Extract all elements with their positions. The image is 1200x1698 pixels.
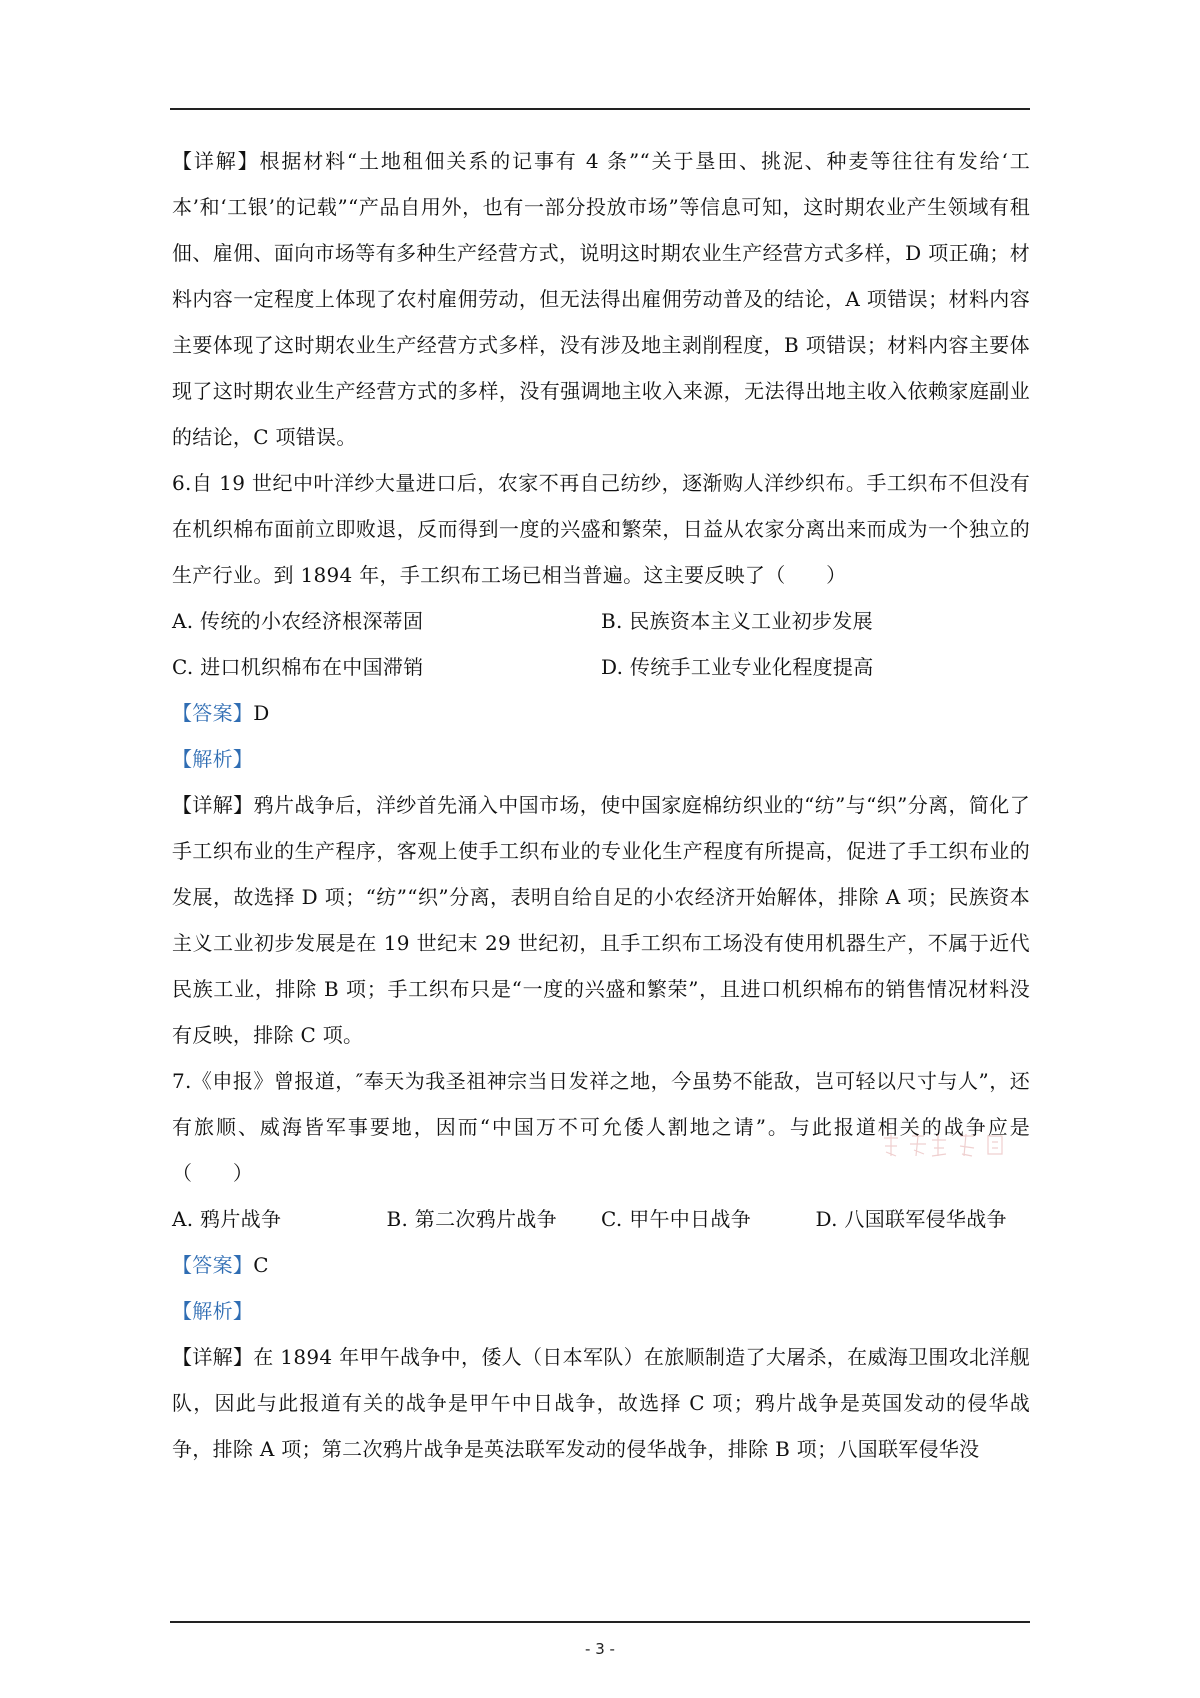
q7-explain-tag: 【详解】 <box>172 1345 254 1369</box>
q6-answer-value: D <box>253 701 270 725</box>
q7-explanation <box>172 1334 1030 1472</box>
q6-option-b: B. 民族资本主义工业初步发展 <box>601 609 873 633</box>
q6-explain-text: 鸦片战争后，洋纱首先涌入中国市场，使中国家庭棉纺织业的“纺”与“织”分离，简化了手工织布业的生产程序，客观上使手工织布业的专业化生产程度有所提高，促进了手工织布业的发展，故选择 D 项；“纺”“织”分离，表明自给自足的小农经济开始解体，排除 A 项；民族资本主义工业初步发展是在 19 世纪末 29 世纪初，且手工织布工场没有使用机器生产，不属于近代民族工业，排除 B 项；手工织布只是“一度的兴盛和繁荣”，且进口机织棉布的销售情况材料没有反映，排除 C 项。 <box>172 793 1030 1047</box>
q6-option-d: D. 传统手工业专业化程度提高 <box>601 655 874 679</box>
page-content <box>172 138 1030 1472</box>
q7-options <box>172 1196 1030 1242</box>
watermark-stamp <box>880 1130 1020 1160</box>
footer-rule <box>170 1621 1030 1623</box>
q6-explain-tag: 【详解】 <box>172 793 254 817</box>
q7-answer-value: C <box>253 1253 269 1277</box>
page-number: - 3 - <box>585 1640 615 1658</box>
q6-analysis-tag: 【解析】 <box>172 747 254 771</box>
q6-options <box>172 598 1030 690</box>
q7-option-d: D. 八国联军侵华战争 <box>815 1207 1007 1231</box>
q7-analysis-tag: 【解析】 <box>172 1299 254 1323</box>
q6-option-a: A. 传统的小农经济根深蒂固 <box>172 609 424 633</box>
q5-explain-tag: 【详解】 <box>172 149 260 173</box>
q7-option-b: B. 第二次鸦片战争 <box>386 1207 557 1231</box>
q7-answer <box>172 1242 1030 1288</box>
q6-analysis <box>172 736 1030 782</box>
q5-explanation <box>172 138 1030 460</box>
header-rule <box>170 108 1030 110</box>
q7-answer-tag: 【答案】 <box>172 1253 254 1277</box>
q6-explanation <box>172 782 1030 1058</box>
q7-option-a: A. 鸦片战争 <box>172 1207 282 1231</box>
q7-option-c: C. 甲午中日战争 <box>601 1207 752 1231</box>
q7-explain-text: 在 1894 年甲午战争中，倭人（日本军队）在旅顺制造了大屠杀，在威海卫围攻北洋舰队，因此与此报道有关的战争是甲午中日战争，故选择 C 项；鸦片战争是英国发动的侵华战争，排除 A 项；第二次鸦片战争是英法联军发动的侵华战争，排除 B 项；八国联军侵华没 <box>172 1345 1030 1461</box>
q6-answer-tag: 【答案】 <box>172 701 254 725</box>
q6-stem: 6.自 19 世纪中叶洋纱大量进口后，农家不再自己纺纱，逐渐购人洋纱织布。手工织布不但没有在机织棉布面前立即败退，反而得到一度的兴盛和繁荣，日益从农家分离出来而成为一个独立的生产行业。到 1894 年，手工织布工场已相当普遍。这主要反映了（ ） <box>172 471 1030 587</box>
q6-answer <box>172 690 1030 736</box>
q6-option-c: C. 进口机织棉布在中国滞销 <box>172 655 424 679</box>
q7-analysis <box>172 1288 1030 1334</box>
q7-stem: 7.《申报》曾报道，″奉天为我圣祖神宗当日发祥之地，今虽势不能敌，岂可轻以尺寸与人”，还有旅顺、威海皆军事要地，因而“中国万不可允倭人割地之请”。与此报道相关的战争应是（ ） <box>172 1069 1030 1185</box>
q5-explain-text: 根据材料“土地租佃关系的记事有 4 条”“关于垦田、挑泥、种麦等往往有发给‘工本’和‘工银’的记载”“产品自用外，也有一部分投放市场”等信息可知，这时期农业产生领域有租佃、雇佣、面向市场等有多种生产经营方式，说明这时期农业生产经营方式多样，D 项正确；材料内容一定程度上体现了农村雇佣劳动，但无法得出雇佣劳动普及的结论，A 项错误；材料内容主要体现了这时期农业生产经营方式多样，没有涉及地主剥削程度，B 项错误；材料内容主要体现了这时期农业生产经营方式的多样，没有强调地主收入来源，无法得出地主收入依赖家庭副业的结论，C 项错误。 <box>172 149 1031 449</box>
